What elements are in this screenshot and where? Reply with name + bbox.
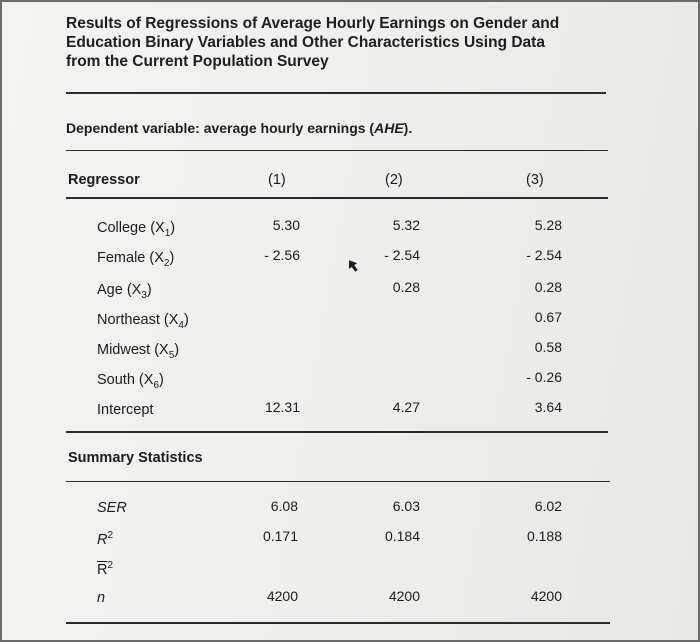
table-title: Results of Regressions of Average Hourly Earnings on Gender and Education Binary Variables and Other Characteristics Using Data from the Current Population Survey: [66, 15, 560, 70]
title-rule: [66, 92, 606, 94]
coef-cell-col1: 12.31: [264, 399, 300, 415]
summary-name: n: [97, 590, 106, 606]
summary-label: [97, 530, 113, 548]
regressor-subscript: 5: [168, 349, 175, 361]
regressor-paren: ): [183, 312, 189, 328]
coef-cell-col1: - 2.56: [264, 247, 300, 263]
header-rule: [66, 197, 608, 199]
regressor-name: Female (X: [97, 250, 164, 266]
header-col3: (3): [526, 172, 544, 188]
summary-label: [97, 560, 113, 578]
coef-cell-col3: 5.28: [534, 217, 562, 233]
regressor-name: Northeast (X: [97, 312, 179, 328]
dependent-abbr: AHE: [374, 120, 404, 136]
coef-cell-col1: 5.30: [272, 217, 300, 233]
regressor-subscript: 3: [141, 289, 147, 301]
coef-cell-col2: 0.28: [392, 279, 420, 295]
dependent-variable-note: [66, 120, 412, 136]
cursor-arrow-icon: [346, 258, 360, 274]
regressor-label: [97, 342, 179, 361]
summary-name: R: [97, 531, 108, 548]
coef-cell-col3: 0.28: [534, 279, 562, 295]
summary-cell-col3: 0.188: [526, 528, 562, 544]
regressor-label: [97, 372, 164, 391]
summary-cell-col3: 4200: [530, 588, 562, 604]
regressor-label: [97, 220, 175, 239]
coef-cell-col2: 5.32: [392, 217, 420, 233]
regressor-name: College (X: [97, 220, 165, 236]
coef-cell-col3: - 0.26: [526, 369, 562, 385]
coef-cell-col2: - 2.54: [384, 247, 420, 263]
summary-name: SER: [97, 500, 127, 516]
regressor-label: [97, 402, 153, 421]
regressor-paren: ): [158, 372, 164, 388]
coef-cell-col3: 0.58: [534, 339, 562, 355]
summary-cell-col3: 6.02: [534, 498, 562, 514]
dependent-prefix: Dependent variable: average hourly earnings (: [66, 120, 375, 136]
summary-label: [97, 500, 127, 516]
regressor-subscript: 4: [178, 319, 184, 331]
bottom-rule: [66, 622, 610, 624]
dependent-suffix: ).: [403, 120, 413, 136]
summary-superscript: 2: [107, 530, 114, 541]
coef-cell-col3: - 2.54: [526, 247, 562, 263]
summary-cell-col1: 0.171: [262, 528, 298, 544]
dependent-rule: [66, 150, 608, 151]
summary-rule: [66, 481, 610, 482]
regressor-subscript: 2: [163, 257, 170, 269]
summary-cell-col2: 0.184: [384, 528, 420, 544]
summary-label: [97, 590, 105, 606]
regressor-name: South (X: [97, 372, 154, 388]
summary-name: $\overline{R}$: [97, 561, 108, 578]
regressor-bottom-rule: [66, 431, 608, 433]
regressor-name: Age (X: [97, 282, 142, 298]
regressor-label: [97, 282, 152, 301]
summary-cell-col1: 4200: [266, 588, 298, 604]
regressor-label: [97, 250, 174, 269]
regressor-label: [97, 312, 189, 331]
regressor-subscript: 1: [164, 227, 171, 239]
summary-cell-col1: 6.08: [270, 498, 298, 514]
regressor-paren: ): [170, 220, 176, 236]
summary-cell-col2: 6.03: [392, 498, 420, 514]
summary-statistics-heading: Summary Statistics: [68, 450, 203, 466]
header-regressor: Regressor: [68, 172, 140, 188]
summary-cell-col2: 4200: [388, 588, 420, 604]
header-col1: (1): [268, 172, 286, 188]
regressor-name: Midwest (X: [97, 342, 169, 358]
regressor-subscript: 6: [153, 379, 159, 391]
coef-cell-col3: 3.64: [534, 399, 562, 415]
header-col2: (2): [385, 172, 403, 188]
coef-cell-col2: 4.27: [392, 399, 420, 415]
regressor-name: Intercept: [97, 402, 154, 418]
coef-cell-col3: 0.67: [534, 309, 562, 325]
regressor-paren: ): [169, 250, 175, 266]
regressor-paren: ): [146, 282, 152, 298]
summary-superscript: 2: [107, 560, 114, 571]
regressor-paren: ): [174, 342, 180, 358]
